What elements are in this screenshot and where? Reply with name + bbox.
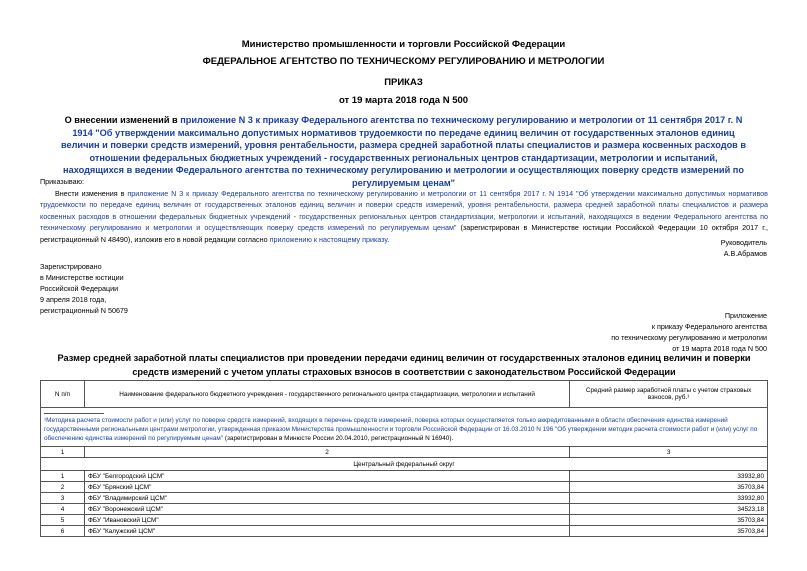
institution-name: ФБУ "Воронежский ЦСМ": [84, 504, 569, 515]
salary-value: 33932,80: [570, 493, 768, 504]
registration-line: Российской Федерации: [40, 284, 119, 293]
institution-name: ФБУ "Ивановский ЦСМ": [84, 515, 569, 526]
header-name: Наименование федерального бюджетного учреждения - государственного регионального центра стандартизации, метрологии и испытаний: [84, 381, 569, 408]
signature-name: А.В.Абрамов: [723, 249, 767, 258]
footnote-link[interactable]: Методика расчета стоимости работ и (или) услуг по поверке средств измерений, входящих в перечень средств измерений, поверка которых осуществляется только аккредитованными в области обеспечения единства измерений государственными региональными центрами метрологии, утвержденная приказом Министерства промышленности и торговли Российской Федерации от 16.03.2010 N 196 "Об утверждении методик расчета стоимости работ и (или) услуг по обеспечению единства измерений по регулируемым ценам": [44, 417, 758, 442]
column-numbers-row: [41, 447, 768, 458]
salary-value: 33932,80: [570, 471, 768, 482]
table-row: [41, 471, 768, 482]
order-link-appendix3[interactable]: приложение N 3 к приказу Федерального агентства по техническому регулированию и метрологии от 11 сентября 2017 г. N 1914 "Об утверждении максимально допустимых нормативов трудоемкости по передаче единиц величин от государственных эталонов единиц величин и поверки средств измерений, уровня рентабельности, размера средней заработной платы специалистов и размера косвенных расходов в отношении федеральных бюджетных учреждений - государственных региональных центров стандартизации, метрологии и испытаний, находящихся в ведении Федерального агентства по техническому регулированию и метрологии и осуществляющих поверку средств измерений по регулируемым ценам": [40, 189, 768, 233]
order-text-end: .: [387, 234, 390, 244]
document-title: [60, 114, 747, 190]
order-paragraph: [40, 188, 768, 245]
order-text-middle: (зарегистрирован в Министерстве юстиции Российской Федерации 10 октября 2017 г., регистрационный N 48490), изложив его в новой редакции согласно: [40, 223, 768, 244]
institution-name: ФБУ "Белгородский ЦСМ": [84, 471, 569, 482]
table-row: [41, 482, 768, 493]
header-salary: Средний размер заработной платы с учетом страховых взносов, руб.¹: [570, 381, 768, 408]
table-row: [41, 504, 768, 515]
row-number: 5: [41, 515, 85, 526]
row-number: 6: [41, 526, 85, 537]
table-header-row: [41, 381, 768, 408]
table-row: [41, 515, 768, 526]
appendix-line: Приложение: [724, 311, 767, 320]
document-date-number: от 19 марта 2018 года N 500: [338, 95, 469, 106]
footnote-row: [41, 408, 768, 447]
salary-value: 35703,84: [570, 482, 768, 493]
column-number: 3: [570, 447, 768, 458]
institution-name: ФБУ "Брянский ЦСМ": [84, 482, 569, 493]
registration-line: регистрационный N 50679: [40, 306, 128, 315]
footnote-divider: [44, 413, 104, 414]
document-type: ПРИКАЗ: [384, 77, 423, 88]
district-row: [41, 458, 768, 471]
order-text-start: Внести изменения в: [55, 189, 128, 198]
row-number: 3: [41, 493, 85, 504]
title-link[interactable]: приложение N 3 к приказу Федерального агентства по техническому регулированию и метрологии от 11 сентября 2017 г. N 1914 "Об утверждении максимально допустимых нормативов трудоемкости по передаче единиц величин от государственных эталонов единиц величин и поверки средств измерений, уровня рентабельности, размера средней заработной платы специалистов и размера косвенных расходов в отношении федеральных бюджетных учреждений - государственных региональных центров стандартизации, метрологии и испытаний, находящихся в ведении Федерального агентства по техническому регулированию и метрологии и осуществляющих поверку средств измерений по регулируемым ценам": [60, 115, 747, 188]
district-name: Центральный федеральный округ: [41, 458, 768, 471]
column-number: 1: [41, 447, 85, 458]
registration-line: 9 апреля 2018 года,: [40, 295, 107, 304]
institution-name: ФБУ "Калужский ЦСМ": [84, 526, 569, 537]
table-row: [41, 526, 768, 537]
footnote-mark: ¹: [44, 417, 47, 424]
signature-role: Руководитель: [720, 238, 767, 247]
appendix-title: Размер средней заработной платы специалистов при проведении передачи единиц величин от государственных эталонов единиц величин и поверки средств измерений с учетом уплаты страховых взносов в соответствии с законодательством Российской Федерации: [57, 353, 751, 377]
salary-value: 34523,18: [570, 504, 768, 515]
appendix-block: [611, 310, 767, 354]
table-row: [41, 493, 768, 504]
salary-table: [40, 380, 768, 537]
order-intro: Приказываю:: [40, 177, 84, 186]
salary-value: 35703,84: [570, 526, 768, 537]
row-number: 1: [41, 471, 85, 482]
row-number: 4: [41, 504, 85, 515]
institution-name: ФБУ "Владимирский ЦСМ": [84, 493, 569, 504]
appendix-line: от 19 марта 2018 года N 500: [672, 344, 767, 353]
column-number: 2: [84, 447, 569, 458]
registration-block: [40, 261, 128, 316]
appendix-line: к приказу Федерального агентства: [651, 322, 767, 331]
registration-line: в Министерстве юстиции: [40, 273, 124, 282]
title-prefix: О внесении изменений в: [64, 115, 181, 125]
header-num: N п/п: [41, 381, 85, 408]
appendix-line: по техническому регулированию и метрологии: [611, 333, 767, 342]
row-number: 2: [41, 482, 85, 493]
footnote-cell: [41, 408, 768, 447]
order-link-appendix[interactable]: приложению к настоящему приказу: [269, 234, 388, 244]
footnote-tail: (зарегистрирован в Минюсте России 20.04.2010, регистрационный N 16940).: [223, 435, 454, 442]
agency-name: ФЕДЕРАЛЬНОЕ АГЕНТСТВО ПО ТЕХНИЧЕСКОМУ РЕГУЛИРОВАНИЮ И МЕТРОЛОГИИ: [202, 56, 605, 67]
registration-line: Зарегистрировано: [40, 262, 102, 271]
ministry-name: Министерство промышленности и торговли Российской Федерации: [241, 39, 566, 50]
salary-value: 35703,84: [570, 515, 768, 526]
